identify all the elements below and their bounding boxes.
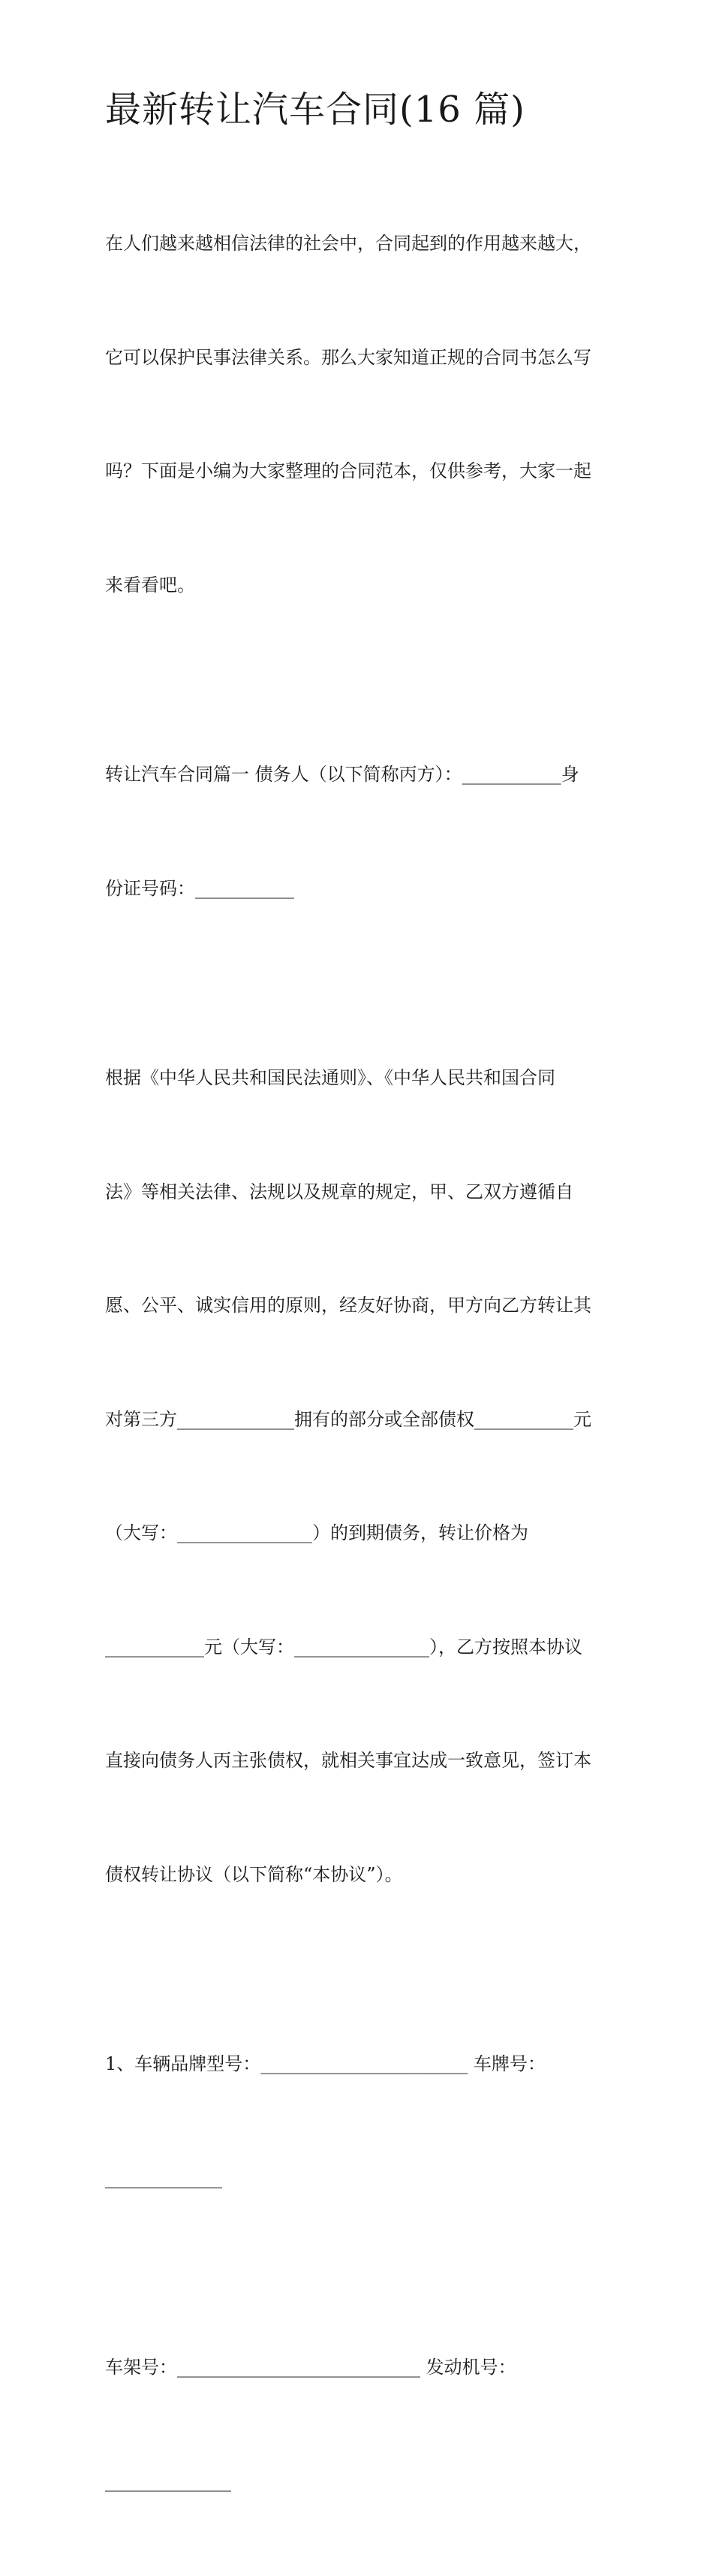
text-line: 份证号码：___________ [105, 877, 294, 899]
text-line: 在人们越来越相信法律的社会中，合同起到的作用越来越大， [105, 233, 591, 254]
text-line: 它可以保护民事法律关系。那么大家知道正规的合同书怎么写 [105, 346, 591, 368]
text-line: ______________ [105, 2470, 231, 2492]
text-line: ___________元（大写：_______________），乙方按照本协议 [105, 1636, 582, 1658]
text-line: 来看看吧。 [105, 574, 195, 596]
text-line: 1、车辆品牌型号：_______________________ 车牌号： [105, 2053, 546, 2074]
text-line: 转让汽车合同篇一 债务人（以下简称丙方）：___________身 [105, 764, 579, 785]
text-line: 直接向债务人丙主张债权，就相关事宜达成一致意见，签订本 [105, 1750, 591, 1771]
vehicle-brand-paragraph [105, 1969, 615, 2273]
text-line: 对第三方_____________拥有的部分或全部债权___________元 [105, 1408, 591, 1430]
text-line: _____________ [105, 2167, 222, 2188]
basis-paragraph [105, 983, 615, 1969]
debtor-paragraph [105, 680, 615, 983]
document-page [105, 84, 615, 2576]
text-line: 根据《中华人民共和国民法通则》、《中华人民共和国合同 [105, 1067, 555, 1088]
text-line: 债权转让协议（以下简称“本协议”）。 [105, 1863, 403, 1885]
document-title: 最新转让汽车合同(16 篇) [105, 89, 525, 131]
vehicle-frame-paragraph [105, 2273, 615, 2576]
text-line: （大写：_______________）的到期债务，转让价格为 [105, 1522, 528, 1543]
text-line: 吗？下面是小编为大家整理的合同范本，仅供参考，大家一起 [105, 460, 591, 481]
text-line: 愿、公平、诚实信用的原则，经友好协商，甲方向乙方转让其 [105, 1295, 591, 1316]
intro-paragraph [105, 149, 615, 680]
text-line: 车架号：___________________________ 发动机号： [105, 2357, 516, 2378]
text-line: 法》等相关法律、法规以及规章的规定，甲、乙双方遵循自 [105, 1181, 573, 1202]
